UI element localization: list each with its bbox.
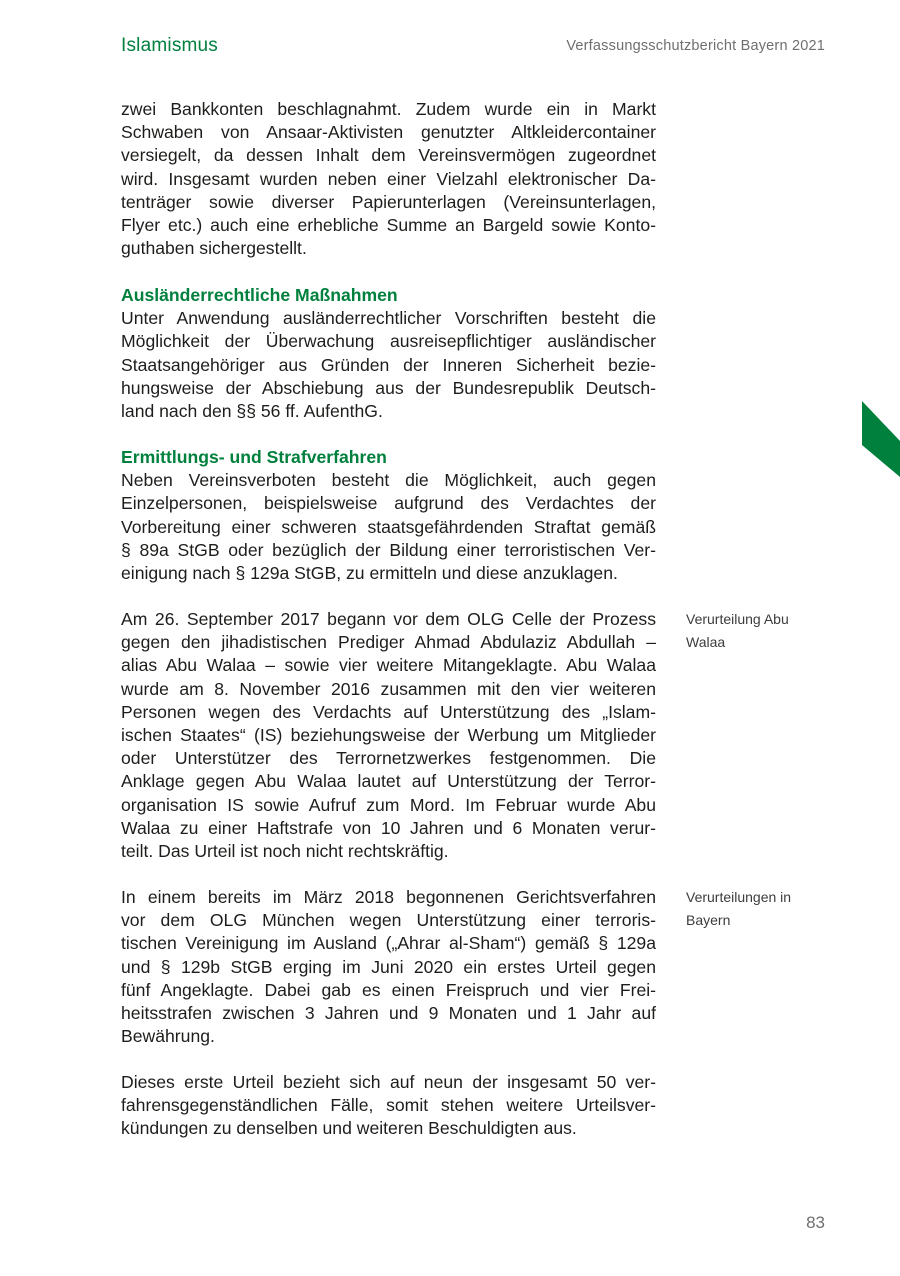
paragraph-abu-walaa: [121, 608, 656, 863]
paragraph-olg-munich: [121, 886, 656, 1048]
body-paragraph: Dieses erste Urteil bezieht sich auf neun der insgesamt 50 ver- fahrensgegenständlichen Fälle, somit stehen weitere Urteilsver- kündungen zu denselben und weiteren Beschuldigten aus.: [121, 1072, 656, 1139]
section-heading: Ermittlungs- und Strafverfahren: [121, 447, 387, 467]
section-heading: Ausländerrechtliche Maßnahmen: [121, 285, 398, 305]
section-foreigner-law-measures: [121, 284, 656, 423]
section-title: Islamismus: [121, 35, 219, 56]
body-paragraph: Unter Anwendung ausländerrechtlicher Vorschriften besteht die Möglichkeit der Überwachung ausreisepflichtiger ausländischer Staatsangehöriger aus Gründen der Inneren Sicherheit bezie- hungsweise der Abschiebung aus der Bundesrepublik Deutsch- land nach den §§ 56 ff. AufenthG.: [121, 308, 656, 422]
publication-title: Verfassungsschutzbericht Bayern 2021: [566, 38, 825, 54]
paragraph-first-verdict: [121, 1071, 656, 1141]
section-investigations: [121, 446, 656, 585]
margin-note-abu-walaa: Verurteilung Abu Walaa: [686, 611, 789, 650]
margin-note-bavaria-convictions: Verurteilungen in Bayern: [686, 889, 792, 928]
body-paragraph: Neben Vereinsverboten besteht die Möglichkeit, auch gegen Einzelpersonen, beispielsweise aufgrund des Verdachtes der Vorbereitung einer schweren staatsgefährdenden Straftat gemäß § 89a StGB oder bezüglich der Bildung einer terroristischen Ver- einigung nach § 129a StGB, zu ermitteln und diese anzuklagen.: [121, 470, 656, 584]
chapter-tab-marker: [862, 401, 900, 477]
body-paragraph: In einem bereits im März 2018 begonnenen Gerichtsverfahren vor dem OLG München wegen Unterstützung einer terroris- tischen Vereinigung im Ausland („Ahrar al-Sham“) gemäß § 129a und § 129b StGB erging im Juni 2020 ein erstes Urteil gegen fünf Angeklagte. Dabei gab es einen Freispruch und vier Frei- heitsstrafen zwischen 3 Jahren und 9 Monaten und 1 Jahr auf Bewährung.: [121, 887, 656, 1047]
paragraph-asset-seizure: [121, 98, 656, 260]
body-paragraph: Am 26. September 2017 begann vor dem OLG Celle der Prozess gegen den jihadistischen Prediger Ahmad Abdulaziz Abdullah – alias Abu Walaa – sowie vier weitere Mitangeklagte. Abu Walaa wurde am 8. November 2016 zusammen mit den vier weiteren Personen wegen des Verdachts auf Unterstützung des „Islam- ischen Staates“ (IS) beziehungsweise der Werbung um Mitglieder oder Unterstützer des Terrornetzwerkes festgenommen. Die Anklage gegen Abu Walaa lautet auf Unterstützung der Terror- organisation IS sowie Aufruf zum Mord. Im Februar wurde Abu Walaa zu einer Haftstrafe von 10 Jahren und 6 Monaten verur- teilt. Das Urteil ist noch nicht rechtskräftig.: [121, 609, 656, 862]
page-number: 83: [806, 1213, 825, 1232]
body-paragraph: zwei Bankkonten beschlagnahmt. Zudem wurde ein in Markt Schwaben von Ansaar-Aktivisten genutzter Altkleidercontainer versiegelt, da dessen Inhalt dem Vereinsvermögen zugeordnet wird. Insgesamt wurden neben einer Vielzahl elektronischer Da- tenträger sowie diverser Papierunterlagen (Vereinsunterlagen, Flyer etc.) auch eine erhebliche Summe an Bargeld sowie Konto- guthaben sichergestellt.: [121, 99, 656, 259]
